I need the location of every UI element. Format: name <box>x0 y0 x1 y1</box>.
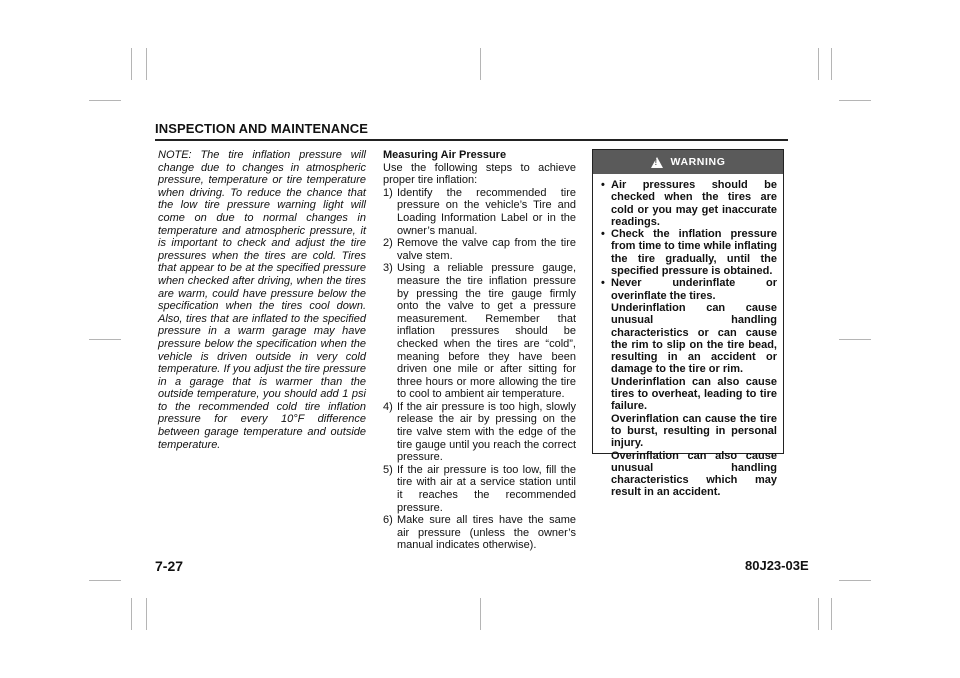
warning-header <box>593 150 783 174</box>
step-item <box>383 187 576 237</box>
step-text: Identify the recommended tire pressure on the vehicle’s Tire and Loading Information Label or in the owner’s manual. <box>397 186 576 237</box>
step-item <box>383 464 576 514</box>
warning-item-text: Check the inflation pressure from time to time while inflating the tire gradually, until the specified pressure is obtained. <box>611 228 777 278</box>
crop-mark <box>839 580 871 581</box>
step-number: 1) <box>383 186 393 199</box>
warning-item <box>601 228 777 277</box>
crop-mark <box>818 48 819 80</box>
crop-mark <box>480 48 481 80</box>
section-title: INSPECTION AND MAINTENANCE <box>155 121 369 136</box>
warning-list <box>593 174 783 499</box>
warning-subitem: Underinflation can cause unusual handling characteristics or can cause the rim to slip on the tire bead, resulting in an accident or damage to the tire or rim. <box>611 301 777 376</box>
step-number: 5) <box>383 463 393 476</box>
crop-mark <box>818 598 819 630</box>
crop-mark <box>839 100 871 101</box>
step-number: 6) <box>383 514 393 527</box>
step-text: Using a reliable pressure gauge, measure the tire inflation pressure by pressing the tire gauge firmly onto the valve to get a pressure measurement. Remember that inflation pressures should be checked when the tires are “cold”, meaning before they have been driven one mile or after sitting for three hours or more allowing the tire to cool to ambient air temperature. <box>397 262 576 401</box>
header-rule <box>155 139 788 141</box>
step-text: Remove the valve cap from the tire valve stem. <box>397 237 576 262</box>
warning-item-text: Air pressures should be checked when the tires are cold or you may get inaccurate readings. <box>611 179 777 228</box>
measuring-column <box>383 149 576 552</box>
crop-mark <box>831 48 832 80</box>
step-item <box>383 262 576 401</box>
bullet: • <box>601 228 605 241</box>
document-code: 80J23-03E <box>745 558 809 573</box>
step-text: Make sure all tires have the same air pressure (unless the owner’s manual indicates otherwise). <box>397 514 576 552</box>
step-item <box>383 237 576 262</box>
warning-item <box>601 277 777 498</box>
crop-mark <box>89 339 121 340</box>
crop-mark <box>831 598 832 630</box>
crop-mark <box>146 48 147 80</box>
warning-box <box>592 149 784 499</box>
crop-mark <box>89 100 121 101</box>
step-item <box>383 514 576 552</box>
step-text: If the air pressure is too low, fill the tire with air at a service station until it reaches the recommended pressure. <box>397 463 576 514</box>
step-number: 4) <box>383 400 393 413</box>
bullet: • <box>601 179 605 191</box>
crop-mark <box>131 48 132 80</box>
crop-mark <box>480 598 481 630</box>
crop-mark <box>839 339 871 340</box>
warning-subitem: Overinflation can cause the tire to burst, resulting in personal injury. <box>611 412 777 450</box>
crop-mark <box>146 598 147 630</box>
step-text: If the air pressure is too high, slowly release the air by pressing on the tire valve stem with the edge of the tire gauge until you reach the correct pressure. <box>397 400 576 464</box>
crop-mark <box>89 580 121 581</box>
warning-subitem: Underinflation can also cause tires to overheat, leading to tire failure. <box>611 375 777 413</box>
warning-subitem: Overinflation can also cause unusual handling characteristics which may result in an accident. <box>611 449 777 499</box>
step-item <box>383 401 576 464</box>
measuring-steps <box>383 187 576 552</box>
warning-item-text: Never underinflate or overinflate the tires. <box>611 277 777 302</box>
measuring-intro: Use the following steps to achieve proper tire inflation: <box>383 161 576 187</box>
crop-mark <box>131 598 132 630</box>
warning-title: WARNING <box>670 156 726 168</box>
step-number: 2) <box>383 237 393 250</box>
measuring-heading: Measuring Air Pressure <box>383 149 507 161</box>
step-number: 3) <box>383 262 393 275</box>
warning-item <box>601 179 777 228</box>
warning-triangle-icon <box>651 157 663 168</box>
note-column <box>158 149 366 451</box>
page-number: 7-27 <box>155 558 184 574</box>
note-text: NOTE: The tire inflation pressure will change due to changes in atmospheric pressure, temperature or tire temperature when driving. To reduce the chance that the low tire pressure warning light will come on due to normal changes in temperature and atmospheric pressure, it is important to check and adjust the tire pressures when the tires are cold. Tires that appear to be at the specified pressure when checked after driving, when the tires are warm, could have pressure below the specification when the tires cool down. Also, tires that are inflated to the specified pressure in a warm garage may have pressure below the specification when the vehicle is driven outside in very cold temperature. If you adjust the tire pressure in a garage that is warmer than the outside temperature, you should add 1 psi to the recommended cold tire inflation pressure for every 10°F difference between garage temperature and outside temperature. <box>158 149 366 451</box>
bullet: • <box>601 277 605 290</box>
